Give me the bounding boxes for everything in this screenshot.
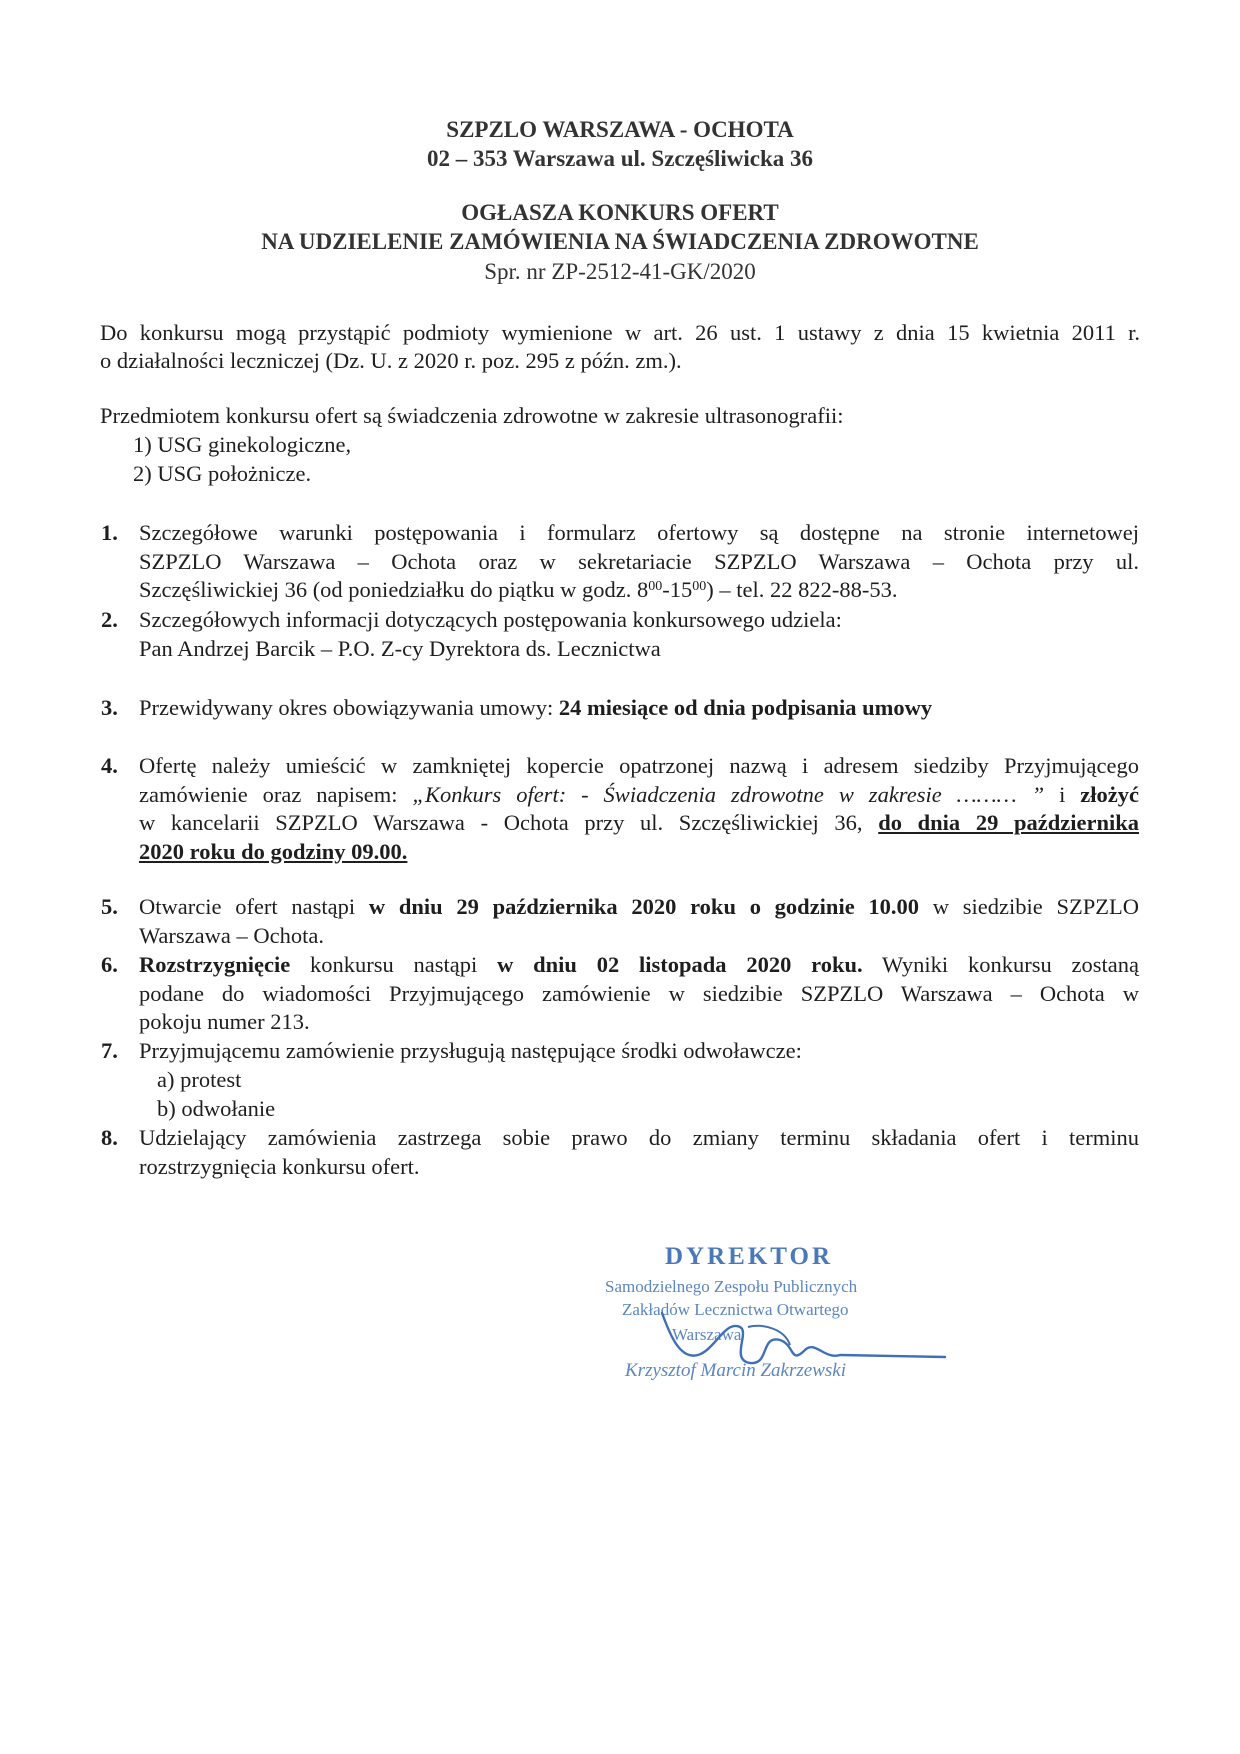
stamp-name: Krzysztof Marcin Zakrzewski [625, 1360, 846, 1381]
item-number: 8. [101, 1125, 118, 1150]
item-8-line: Udzielający zamówienia zastrzega sobie prawo do zmiany terminu składania ofert i terminu [139, 1125, 1139, 1150]
item-4-line: Ofertę należy umieścić w zamkniętej kopercie opatrzonej nazwą i adresem siedziby Przyjmującego [139, 753, 1139, 778]
subject-text: Przedmiotem konkursu ofert są świadczenia zdrowotne w zakresie ultrasonografii: [100, 403, 844, 428]
item-number: 4. [101, 753, 118, 778]
item-1-line [139, 576, 1139, 605]
item-number: 2. [101, 607, 118, 632]
superscript: 00 [648, 579, 663, 594]
item-number: 6. [101, 952, 118, 977]
stamp-line: Zakładów Lecznictwa Otwartego [622, 1300, 849, 1319]
announcement-title: OGŁASZA KONKURS OFERT [461, 200, 779, 225]
stamp-line: Samodzielnego Zespołu Publicznych [605, 1277, 858, 1296]
item-6-bold: Rozstrzygnięcie [139, 952, 291, 977]
item-4-bold: złożyć [1080, 781, 1139, 807]
org-address: 02 – 353 Warszawa ul. Szczęśliwicka 36 [426, 146, 814, 171]
item-6-text: Wyniki konkursu zostaną [862, 952, 1139, 977]
item-4-text: zamówienie oraz napisem: [139, 781, 413, 807]
item-4-line [139, 838, 1139, 867]
item-7 [139, 1037, 1139, 1066]
item-5-text: w siedzibie SZPZLO [919, 894, 1139, 919]
intro-line: o działalności leczniczej (Dz. U. z 2020 r. poz. 295 z późn. zm.). [100, 348, 682, 373]
item-1-line: SZPZLO Warszawa – Ochota oraz w sekretariacie SZPZLO Warszawa – Ochota przy ul. [139, 548, 1139, 574]
opening-date: w dniu 29 października 2020 roku o godzinie 10.00 [368, 894, 920, 919]
subject-item: 1) USG ginekologiczne, [133, 432, 352, 457]
remedy-item: b) odwołanie [157, 1096, 276, 1121]
item-5-line: Warszawa – Ochota. [139, 922, 324, 948]
deadline-time: 2020 roku do godziny 09.00. [139, 838, 408, 864]
item-5-text: Otwarcie ofert nastąpi [139, 894, 369, 919]
item-1-line: Szczegółowe warunki postępowania i formularz ofertowy są dostępne na stronie internetowej [139, 520, 1139, 545]
deadline-date: do dnia 29 października [878, 810, 1140, 835]
contract-period: 24 miesiące od dnia podpisania umowy [558, 695, 933, 720]
resolution-date: w dniu 02 listopada 2020 roku. [497, 952, 863, 977]
item-6-text: konkursu nastąpi [290, 952, 498, 977]
item-4-line [139, 781, 1139, 810]
announcement-subtitle: NA UDZIELENIE ZAMÓWIENIA NA ŚWIADCZENIA ZDROWOTNE [261, 229, 979, 254]
item-3-text: Przewidywany okres obowiązywania umowy: [139, 695, 559, 720]
item-6-line [139, 951, 1139, 980]
item-number: 5. [101, 894, 118, 919]
stamp-title: DYREKTOR [665, 1243, 834, 1270]
org-name: SZPZLO WARSZAWA - OCHOTA [446, 117, 794, 142]
item-7-line: Przyjmującemu zamówienie przysługują następujące środki odwoławcze: [139, 1038, 802, 1063]
intro-line: Do konkursu mogą przystąpić podmioty wymienione w art. 26 ust. 1 ustawy z dnia 15 kwietnia 2011 r. [100, 320, 1140, 345]
item-number: 1. [101, 520, 118, 545]
item-number: 7. [101, 1038, 118, 1063]
stamp-line: Warszawa [672, 1325, 742, 1344]
item-4-text: i [1044, 781, 1081, 807]
item-5-line [139, 893, 1139, 922]
item-5 [139, 893, 1139, 950]
item-8 [139, 1124, 1139, 1181]
item-1-text: Szczęśliwickiej 36 (od poniedziałku do piątku w godz. 8 [139, 577, 649, 602]
item-1-text: ) – tel. 22 822-88-53. [706, 577, 898, 602]
item-1-text: -15 [662, 577, 693, 602]
subject-item: 2) USG położnicze. [133, 461, 312, 486]
item-1 [139, 519, 1139, 605]
item-2-line: Pan Andrzej Barcik – P.O. Z-cy Dyrektora ds. Lecznictwa [139, 635, 661, 661]
item-3-line [139, 694, 1139, 723]
superscript: 00 [692, 579, 707, 594]
intro-paragraph [100, 319, 1140, 375]
item-number: 3. [101, 695, 118, 720]
reference-number: Spr. nr ZP-2512-41-GK/2020 [484, 259, 756, 284]
item-6-line: pokoju numer 213. [139, 1009, 310, 1034]
item-4-text: w kancelarii SZPZLO Warszawa - Ochota przy ul. Szczęśliwickiej 36, [139, 810, 879, 835]
item-3 [139, 694, 1139, 723]
item-4-line [139, 809, 1139, 838]
item-4 [139, 752, 1139, 866]
director-stamp [600, 1235, 960, 1405]
item-2-line: Szczegółowych informacji dotyczących postępowania konkursowego udziela: [139, 607, 842, 632]
item-8-line: rozstrzygnięcia konkursu ofert. [139, 1153, 420, 1179]
item-6 [139, 951, 1139, 1037]
item-2 [139, 606, 1139, 663]
envelope-label: „Konkurs ofert: - Świadczenia zdrowotne w zakresie ……… ” [412, 781, 1045, 807]
handwritten-signature [600, 1235, 960, 1405]
item-6-line: podane do wiadomości Przyjmującego zamówienie w siedzibie SZPZLO Warszawa – Ochota w [139, 980, 1139, 1006]
remedy-item: a) protest [157, 1067, 242, 1092]
